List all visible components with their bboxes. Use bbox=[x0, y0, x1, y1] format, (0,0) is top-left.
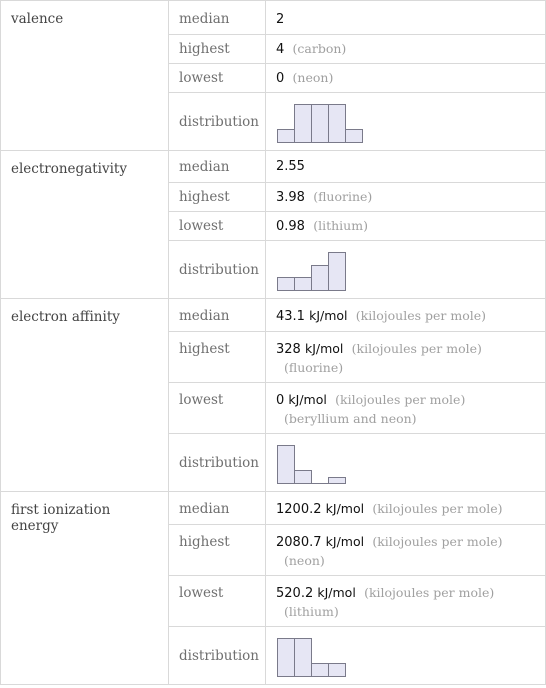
stat-label-median: median bbox=[169, 299, 266, 332]
stat-value-distribution bbox=[266, 434, 546, 492]
histogram-bar bbox=[312, 104, 329, 142]
stat-value-lowest bbox=[266, 576, 546, 627]
stat-value-median bbox=[266, 492, 546, 525]
value-number: 0 bbox=[276, 71, 285, 86]
distribution-histogram bbox=[276, 443, 366, 487]
property-name-first-ionization-energy: first ionization energy bbox=[1, 492, 169, 685]
value-note: (beryllium and neon) bbox=[284, 411, 417, 426]
value-number: 520.2 bbox=[276, 586, 314, 601]
distribution-histogram bbox=[276, 636, 366, 680]
histogram-bar bbox=[295, 277, 312, 290]
stat-label-distribution: distribution bbox=[169, 434, 266, 492]
unit-note: (kilojoules per mole) bbox=[364, 585, 495, 600]
histogram-bar bbox=[278, 638, 295, 676]
value-number: 2.55 bbox=[276, 159, 305, 174]
histogram-bar bbox=[295, 470, 312, 483]
stat-value-distribution bbox=[266, 93, 546, 151]
stat-value-lowest bbox=[266, 64, 546, 93]
unit-note: (kilojoules per mole) bbox=[335, 392, 466, 407]
stat-label-median: median bbox=[169, 492, 266, 525]
distribution-histogram bbox=[276, 250, 366, 294]
value-number: 328 bbox=[276, 342, 301, 357]
value-note: (lithium) bbox=[284, 604, 339, 619]
stat-label-lowest: lowest bbox=[169, 212, 266, 241]
histogram-bar bbox=[295, 638, 312, 676]
value-note: (lithium) bbox=[313, 218, 368, 233]
stat-value-distribution bbox=[266, 241, 546, 299]
unit-note: (kilojoules per mole) bbox=[351, 341, 482, 356]
histogram-bar bbox=[329, 252, 346, 290]
stat-value-median bbox=[266, 1, 546, 35]
histogram-bar bbox=[329, 104, 346, 142]
value-unit: kJ/mol bbox=[304, 341, 344, 356]
stat-value-highest bbox=[266, 332, 546, 383]
stat-label-distribution: distribution bbox=[169, 627, 266, 685]
value-number: 2 bbox=[276, 12, 285, 27]
stat-label-highest: highest bbox=[169, 35, 266, 64]
value-note: (neon) bbox=[292, 70, 334, 85]
value-number: 4 bbox=[276, 42, 285, 57]
stat-label-highest: highest bbox=[169, 525, 266, 576]
stat-value-lowest bbox=[266, 212, 546, 241]
histogram-bar bbox=[278, 129, 295, 142]
value-number: 2080.7 bbox=[276, 535, 322, 550]
histogram-bar bbox=[312, 265, 329, 290]
value-note: (fluorine) bbox=[313, 189, 373, 204]
stat-value-highest bbox=[266, 525, 546, 576]
value-number: 0.98 bbox=[276, 219, 305, 234]
value-note: (fluorine) bbox=[284, 360, 344, 375]
stat-label-lowest: lowest bbox=[169, 64, 266, 93]
unit-note: (kilojoules per mole) bbox=[372, 534, 503, 549]
property-name-valence: valence bbox=[1, 1, 169, 151]
stat-label-lowest: lowest bbox=[169, 383, 266, 434]
value-unit: kJ/mol bbox=[325, 501, 365, 516]
stat-value-lowest bbox=[266, 383, 546, 434]
histogram-bar bbox=[278, 445, 295, 483]
histogram-bar bbox=[312, 663, 329, 676]
property-name-electron-affinity: electron affinity bbox=[1, 299, 169, 492]
stat-label-highest: highest bbox=[169, 183, 266, 212]
stat-value-highest bbox=[266, 35, 546, 64]
histogram-bar bbox=[278, 277, 295, 290]
stat-label-distribution: distribution bbox=[169, 241, 266, 299]
stat-value-highest bbox=[266, 183, 546, 212]
stat-label-distribution: distribution bbox=[169, 93, 266, 151]
value-unit: kJ/mol bbox=[325, 534, 365, 549]
stat-label-lowest: lowest bbox=[169, 576, 266, 627]
stat-label-median: median bbox=[169, 151, 266, 183]
histogram-bar bbox=[329, 663, 346, 676]
stat-value-distribution bbox=[266, 627, 546, 685]
value-note: (neon) bbox=[284, 553, 325, 568]
histogram-bar bbox=[346, 129, 363, 142]
value-unit: kJ/mol bbox=[288, 392, 327, 407]
value-number: 43.1 bbox=[276, 309, 305, 324]
value-number: 0 bbox=[276, 393, 285, 408]
value-unit: kJ/mol bbox=[309, 308, 348, 323]
stat-value-median bbox=[266, 151, 546, 183]
unit-note: (kilojoules per mole) bbox=[372, 501, 503, 516]
value-number: 1200.2 bbox=[276, 502, 322, 517]
histogram-bar bbox=[295, 104, 312, 142]
value-number: 3.98 bbox=[276, 190, 305, 205]
distribution-histogram bbox=[276, 102, 366, 146]
histogram-bar bbox=[329, 477, 346, 483]
value-unit: kJ/mol bbox=[317, 585, 356, 600]
stat-label-highest: highest bbox=[169, 332, 266, 383]
value-note: (carbon) bbox=[292, 41, 347, 56]
property-name-electronegativity: electronegativity bbox=[1, 151, 169, 299]
stat-label-median: median bbox=[169, 1, 266, 35]
unit-note: (kilojoules per mole) bbox=[355, 308, 487, 323]
stat-value-median bbox=[266, 299, 546, 332]
